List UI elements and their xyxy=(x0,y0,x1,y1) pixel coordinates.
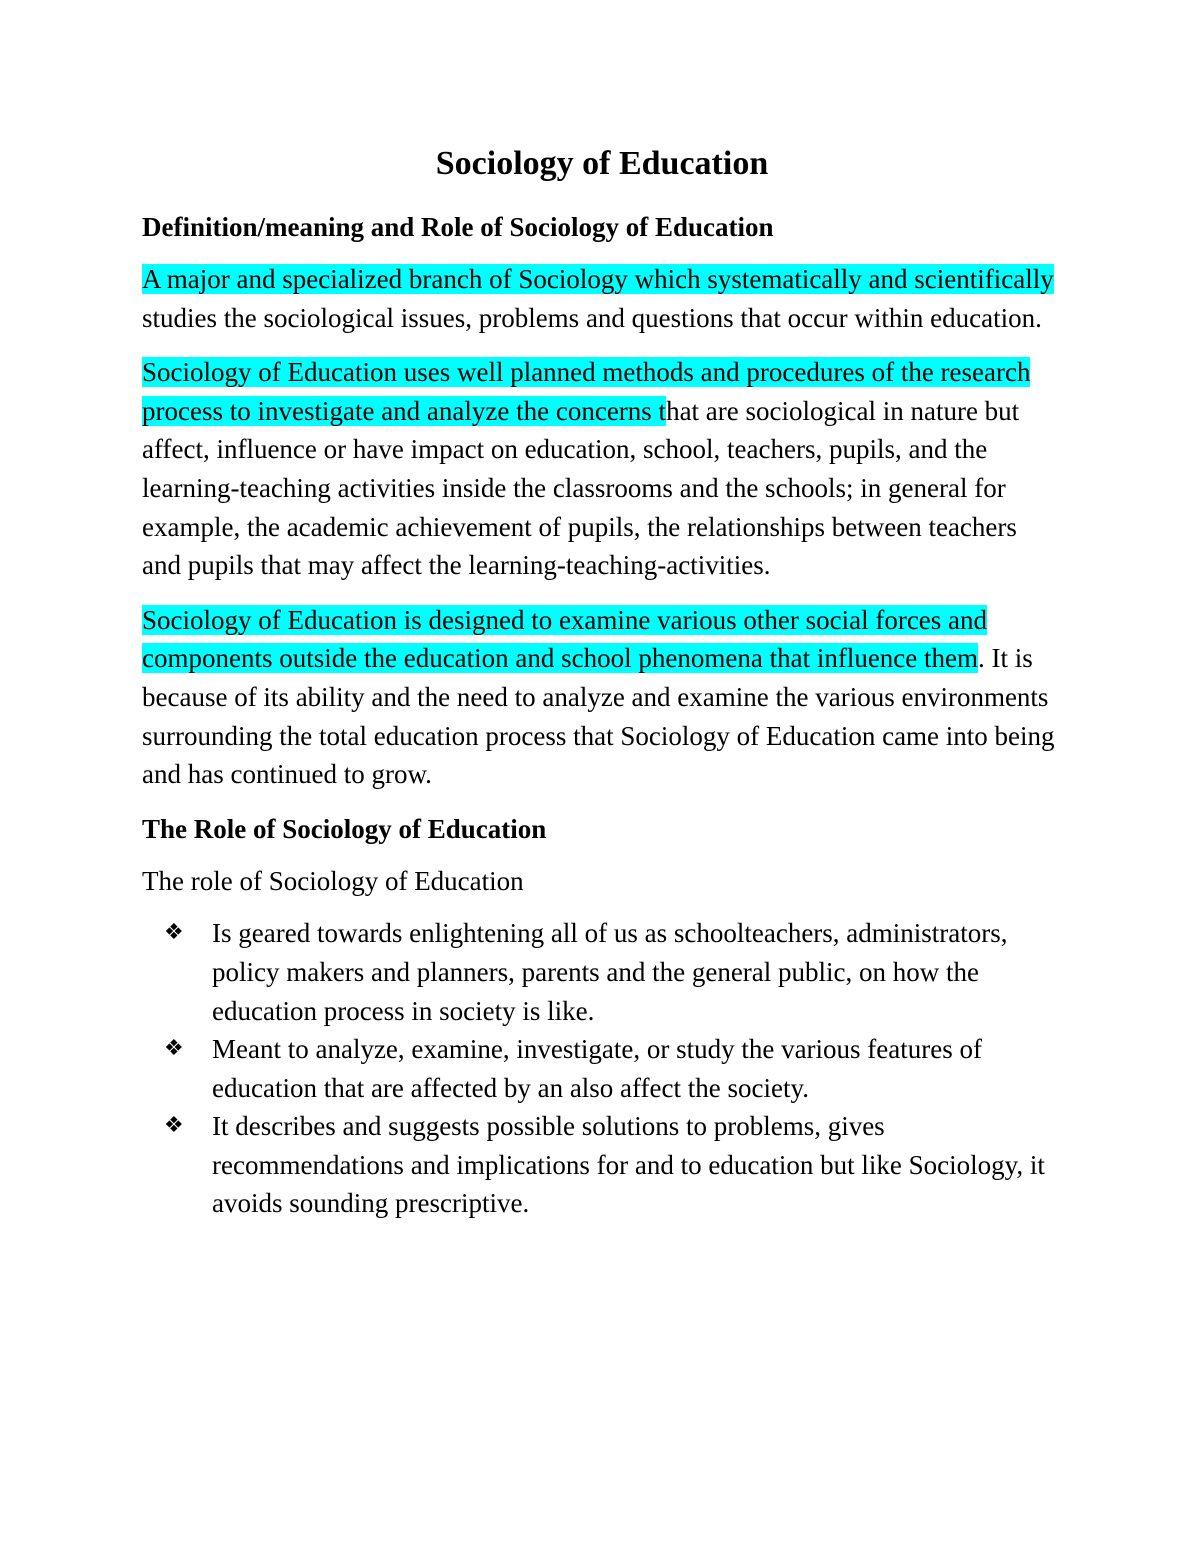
paragraph-scope xyxy=(142,601,1062,794)
document-title: Sociology of Education xyxy=(435,145,769,182)
section-heading-definition: Definition/meaning and Role of Sociology of Education xyxy=(142,212,774,242)
list-item-text: Is geared towards enlightening all of us as schoolteachers, administrators, policy makers and planners, parents and the general public, on how the education process in society is like. xyxy=(212,918,1008,1026)
highlighted-text: Sociology of Education is designed to examine various other social forces and components outside the education and school phenomena that influence them xyxy=(142,604,988,674)
section-heading-role: The Role of Sociology of Education xyxy=(142,813,547,844)
body-text: . It is because of its ability and the need to analyze and examine the various environments surrounding the total education process that Sociology of Education came into being and has continued to grow. xyxy=(142,643,1055,790)
document-page xyxy=(142,140,1062,1223)
list-item xyxy=(164,914,1062,1030)
paragraph-definition xyxy=(142,260,1062,337)
diamond-bullet-icon: ❖ xyxy=(164,1113,184,1139)
role-intro: The role of Sociology of Education xyxy=(142,865,524,896)
role-bullet-list xyxy=(142,914,1062,1223)
highlighted-text: A major and specialized branch of Sociology which systematically and scientifically xyxy=(142,264,1054,294)
paragraph-methods xyxy=(142,353,1062,585)
list-item-text: Meant to analyze, examine, investigate, or study the various features of education that are affected by an also affect the society. xyxy=(212,1034,982,1103)
body-text: studies the sociological issues, problems and questions that occur within education. xyxy=(142,302,1042,333)
diamond-bullet-icon: ❖ xyxy=(164,920,184,946)
body-text: hat are sociological in nature but affect, influence or have impact on education, school, teachers, pupils, and the learning-teaching activities inside the classrooms and the schools; in general for example, the academic achievement of pupils, the relationships between teachers and pupils that may affect the learning-teaching-activities. xyxy=(142,395,1020,581)
diamond-bullet-icon: ❖ xyxy=(164,1036,184,1062)
highlighted-text: Sociology of Education uses well planned methods and procedures of the research process to investigate and analyze the concerns t xyxy=(142,357,1031,426)
list-item-text: It describes and suggests possible solutions to problems, gives recommendations and implications for and to education but like Sociology, it avoids sounding prescriptive. xyxy=(212,1111,1045,1219)
list-item xyxy=(164,1107,1062,1223)
list-item xyxy=(164,1030,1062,1107)
